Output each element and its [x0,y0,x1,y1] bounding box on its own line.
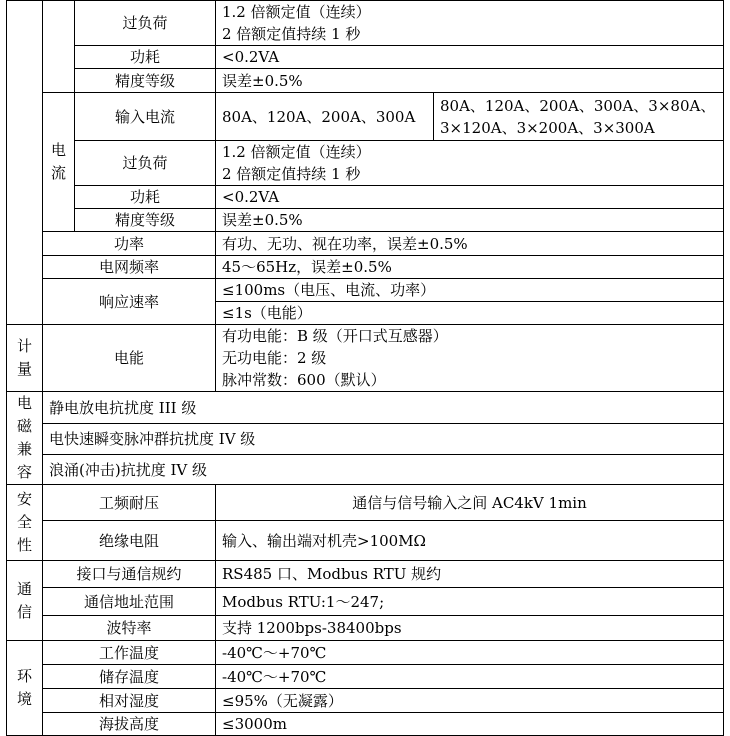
row-label: 输入电流 [75,93,216,141]
row-label: 功耗 [75,186,216,209]
row-label: 储存温度 [43,665,216,689]
row-label: 工作温度 [43,641,216,665]
table-row [7,209,724,232]
table-row [7,665,724,689]
table-row [7,424,724,455]
table-row [7,588,724,616]
row-value: 有功、无功、视在功率，误差±0.5% [216,232,724,256]
row-value: <0.2VA [216,46,724,69]
row-value: <0.2VA [216,186,724,209]
row-label: 绝缘电阻 [43,521,216,561]
value-line: 3×120A、3×200A、3×300A [440,118,655,137]
row-label: 响应速率 [43,279,216,325]
row-value: 支持 1200bps-38400bps [216,616,724,641]
table-row [7,561,724,588]
row-value: ≤95%（无凝露） [216,689,724,713]
table-row [7,46,724,69]
table-row [7,713,724,736]
table-row [7,1,724,46]
row-value: 静电放电抗扰度 III 级 [43,392,724,424]
table-row [7,392,724,424]
table-row [7,256,724,279]
group-cell-blank [7,1,43,325]
row-label: 电网频率 [43,256,216,279]
row-label: 精度等级 [75,209,216,232]
row-value: Modbus RTU:1～247; [216,588,724,616]
row-value-b [434,93,724,141]
row-label: 接口与通信规约 [43,561,216,588]
row-value: 输入、输出端对机壳>100MΩ [216,521,724,561]
value-line: 脉冲常数：600（默认） [222,371,386,389]
group-label-emc: 电磁兼容 [7,392,43,485]
value-line: 1.2 倍额定值（连续） [222,3,371,21]
table-row [7,325,724,392]
table-row [7,641,724,665]
group-label-env: 环境 [7,641,43,736]
row-value [216,141,724,186]
table-row [7,279,724,302]
table-row [7,69,724,93]
row-label: 通信地址范围 [43,588,216,616]
group-label-comm: 通信 [7,561,43,641]
table-row [7,186,724,209]
table-row [7,93,724,141]
table-row [7,232,724,256]
spec-table [6,0,724,736]
row-label: 工频耐压 [43,485,216,521]
row-value: 浪涌(冲击)抗扰度 IV 级 [43,455,724,485]
row-label: 海拔高度 [43,713,216,736]
row-label: 功率 [43,232,216,256]
value-line: 80A、120A、200A、300A、3×80A、 [440,96,716,115]
table-row [7,521,724,561]
table-row [7,689,724,713]
group-label-current: 电流 [43,93,75,232]
row-value: 误差±0.5% [216,209,724,232]
group-label-metering: 计量 [7,325,43,392]
row-label: 功耗 [75,46,216,69]
row-value: ≤3000m [216,713,724,736]
row-value: 45～65Hz，误差±0.5% [216,256,724,279]
sub-group-cell-blank [43,1,75,93]
row-value: ≤100ms（电压、电流、功率） [216,279,724,302]
table-row [7,616,724,641]
row-value: ≤1s（电能） [216,302,724,325]
row-value [216,1,724,46]
row-label: 过负荷 [75,1,216,46]
table-row [7,455,724,485]
table-row [7,485,724,521]
row-value: 误差±0.5% [216,69,724,93]
value-line: 有功电能：B 级（开口式互感器） [222,327,448,345]
value-line: 2 倍额定值持续 1 秒 [222,25,361,43]
value-line: 1.2 倍额定值（连续） [222,143,371,161]
row-label: 过负荷 [75,141,216,186]
row-value: 电快速瞬变脉冲群抗扰度 IV 级 [43,424,724,455]
row-label: 相对湿度 [43,689,216,713]
row-label: 精度等级 [75,69,216,93]
group-label-safety: 安全性 [7,485,43,561]
value-line: 2 倍额定值持续 1 秒 [222,165,361,183]
row-value: 通信与信号输入之间 AC4kV 1min [216,485,724,521]
row-label: 电能 [43,325,216,392]
table-row [7,141,724,186]
row-value: -40℃～+70℃ [216,665,724,689]
row-label: 波特率 [43,616,216,641]
value-line: 无功电能：2 级 [222,349,327,367]
row-value [216,325,724,392]
row-value: RS485 口、Modbus RTU 规约 [216,561,724,588]
row-value: 80A、120A、200A、300A [216,93,434,141]
row-value: -40℃～+70℃ [216,641,724,665]
